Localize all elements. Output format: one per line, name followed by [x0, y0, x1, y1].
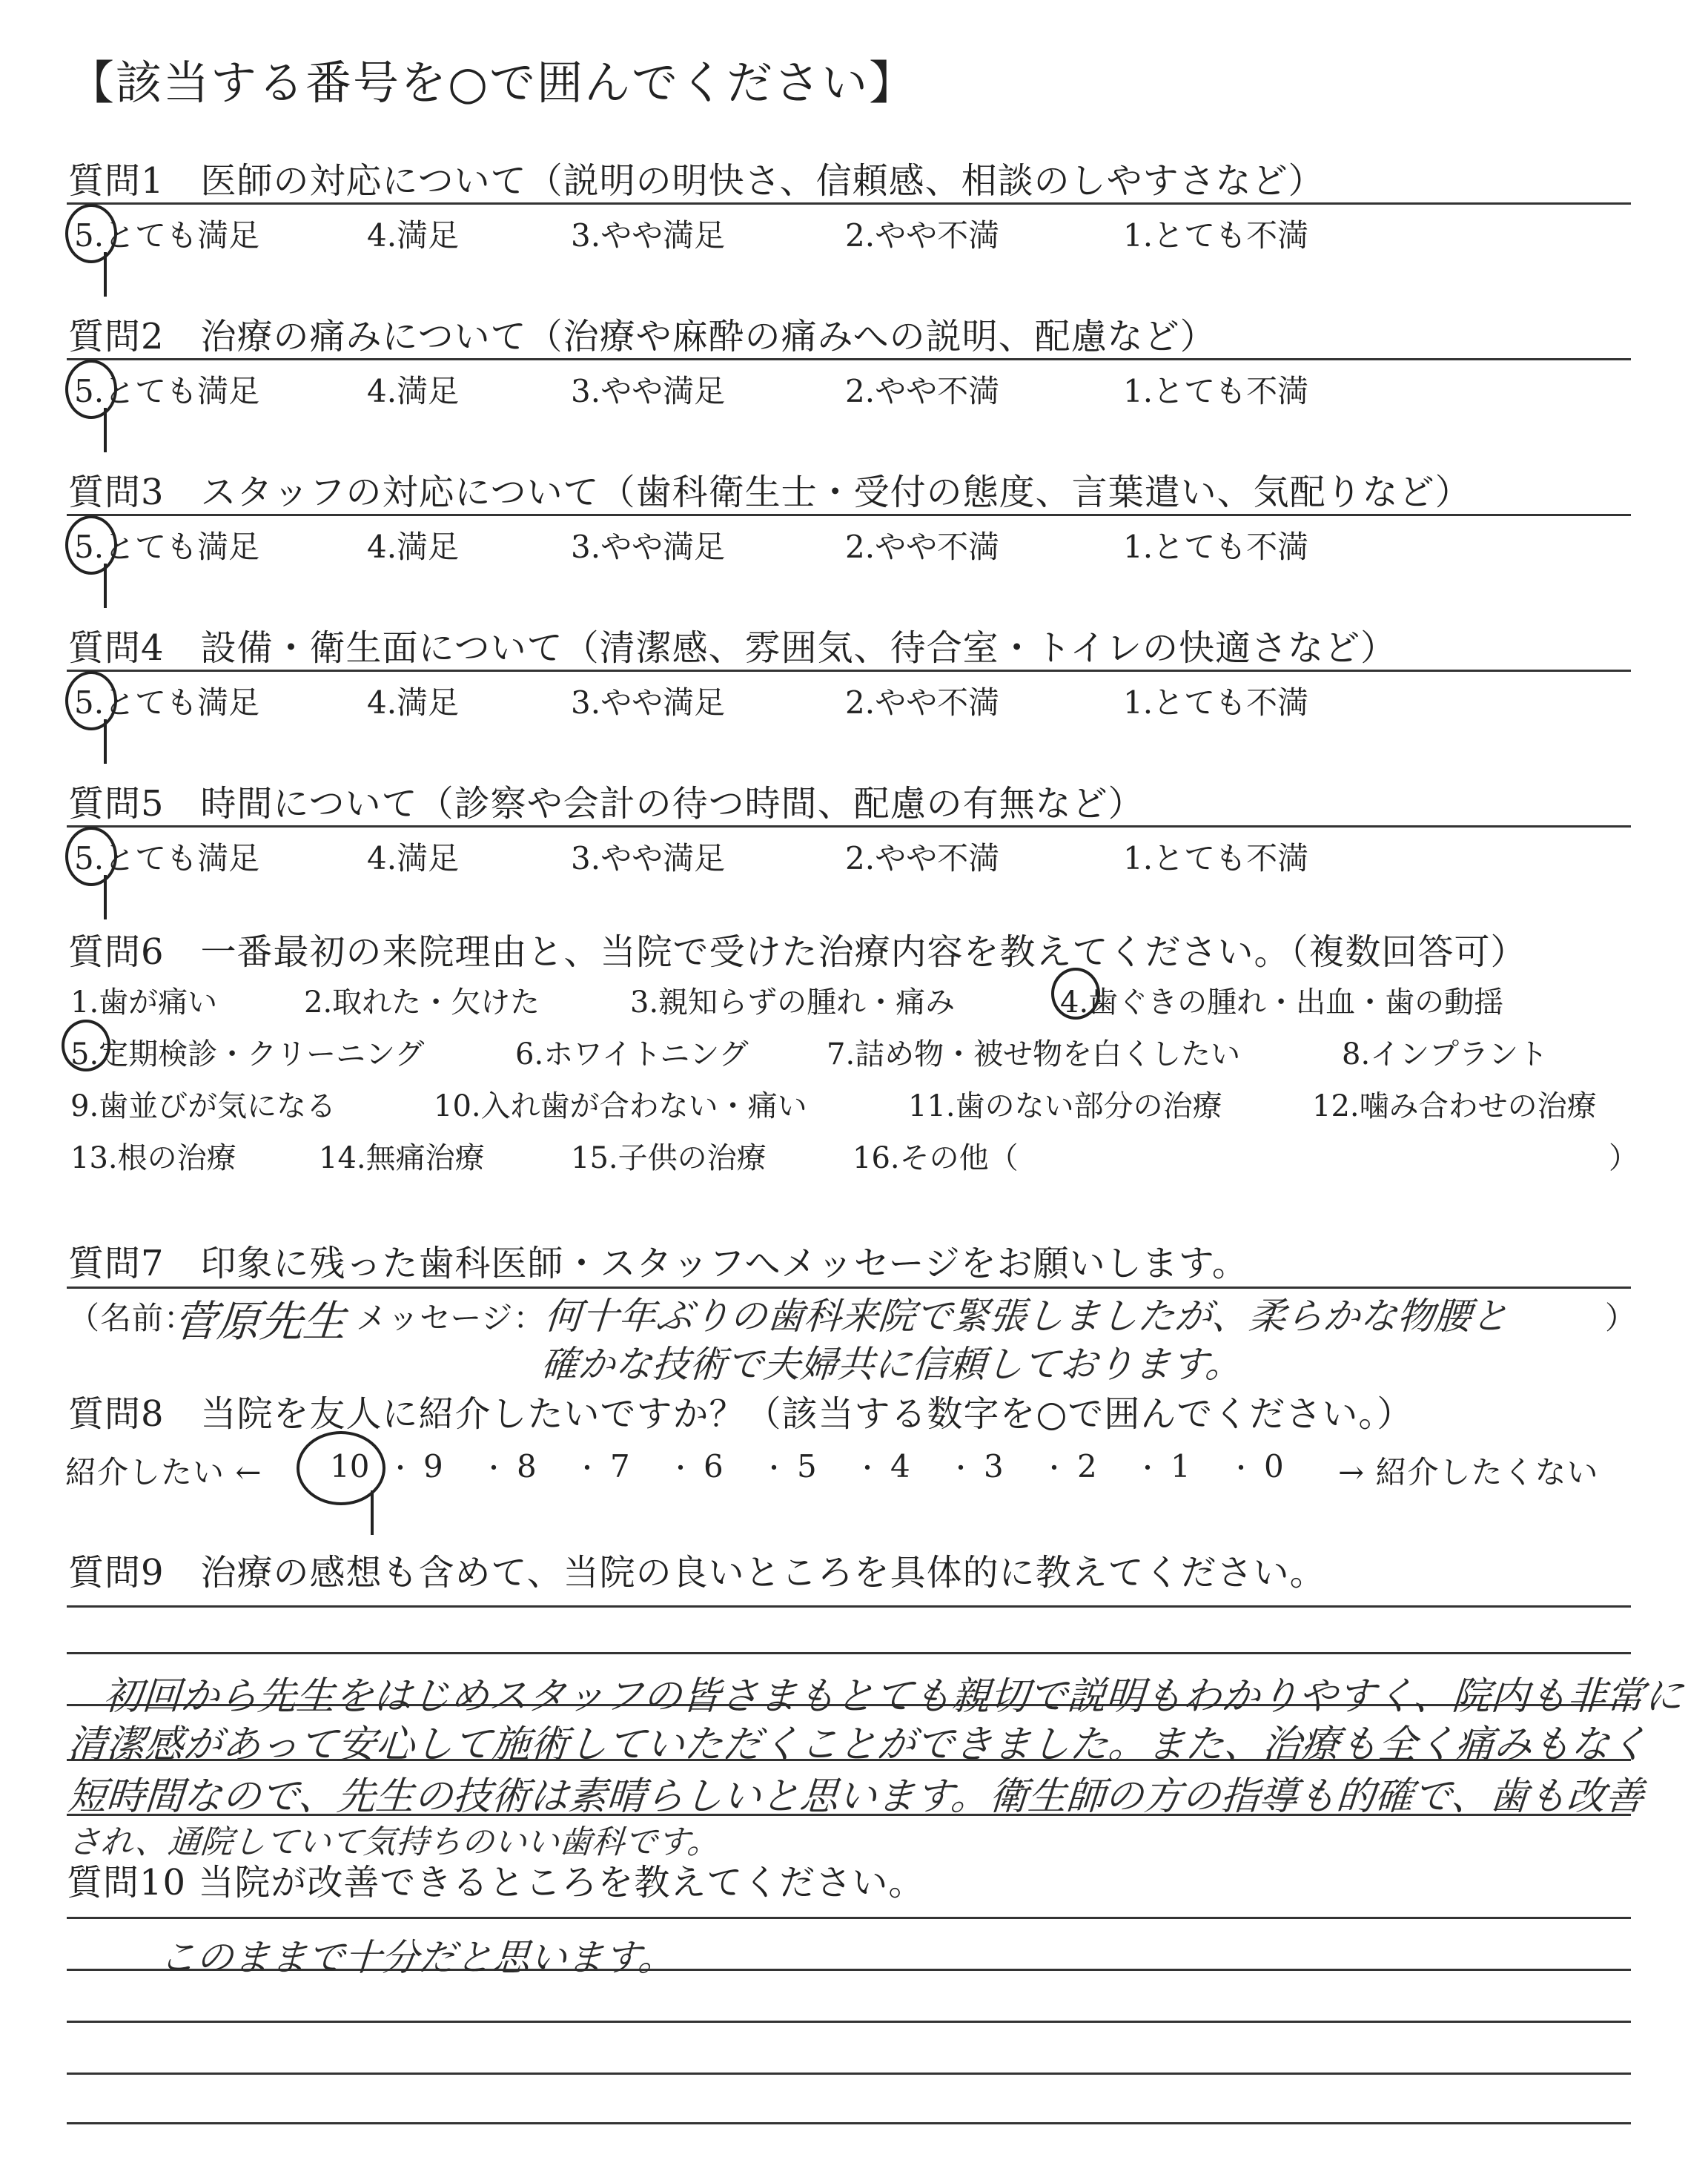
selected-circle-question-3: [65, 515, 117, 575]
q8-separator: ・: [388, 1454, 413, 1484]
q9-rule-2: [67, 1652, 1631, 1654]
q8-label: 質問8 当院を友人に紹介したいですか？（該当する数字を○で囲んでください。）: [68, 1393, 1414, 1435]
selected-circle-question-1: [65, 204, 117, 263]
q10-rule-4: [67, 2073, 1631, 2075]
question-5-option-5[interactable]: 5.とても満足: [74, 840, 260, 876]
q9-answer-line-3: 短時間なので、先生の技術は素晴らしいと思います。衛生師の方の指導も的確で、歯も改善: [66, 1774, 1646, 1819]
q8-separator: ・: [948, 1454, 973, 1484]
q6-selected-circle-4: [1051, 968, 1100, 1020]
question-2-rule: [67, 358, 1631, 360]
q6-option-1-3[interactable]: 3.親知らずの腫れ・痛み: [630, 985, 956, 1020]
question-4-option-3[interactable]: 3.やや満足: [571, 684, 726, 721]
q6-option-4-2[interactable]: 14.無痛治療: [319, 1141, 485, 1175]
q8-scale-10[interactable]: 10: [330, 1448, 370, 1484]
q7-message-line-1: 何十年ぶりの歯科来院で緊張しましたが、柔らかな物腰と: [543, 1295, 1510, 1338]
question-1-option-1[interactable]: 1.とても不満: [1123, 217, 1309, 254]
q8-left-label: 紹介したい ←: [65, 1454, 262, 1490]
q10-rule-3: [67, 2021, 1631, 2023]
question-2-option-1[interactable]: 1.とても不満: [1123, 373, 1309, 409]
q8-scale-2[interactable]: 2: [1077, 1448, 1097, 1484]
q8-separator: ・: [1135, 1454, 1160, 1484]
q7-message-line-2: 確かな技術で夫婦共に信頼しております。: [539, 1343, 1244, 1386]
q8-scale-4[interactable]: 4: [890, 1448, 910, 1484]
q9-label: 質問9 治療の感想も含めて、当院の良いところを具体的に教えてください。: [68, 1552, 1326, 1593]
q6-option-3-4[interactable]: 12.噛み合わせの治療: [1312, 1089, 1597, 1123]
q8-separator: ・: [1042, 1454, 1067, 1484]
q7-label: 質問7 印象に残った歯科医師・スタッフへメッセージをお願いします。: [68, 1243, 1248, 1284]
q6-option-3-3[interactable]: 11.歯のない部分の治療: [908, 1089, 1222, 1123]
q6-option-3-2[interactable]: 10.入れ歯が合わない・痛い: [434, 1089, 807, 1123]
q9-rule-1: [67, 1605, 1631, 1608]
q7-message-prefix: メッセージ：: [356, 1300, 546, 1336]
question-3-option-5[interactable]: 5.とても満足: [74, 529, 260, 565]
q6-selected-circle-5: [62, 1020, 110, 1071]
q6-option-2-2[interactable]: 6.ホワイトニング: [515, 1037, 749, 1071]
q8-scale-1[interactable]: 1: [1171, 1448, 1191, 1484]
q6-option-3-1[interactable]: 9.歯並びが気になる: [70, 1089, 337, 1123]
q8-scale-9[interactable]: 9: [423, 1448, 443, 1484]
q10-answer: このままで十分だと思います。: [157, 1936, 677, 1979]
q9-answer-line-4: され、通院していて気持ちのいい歯科です。: [66, 1823, 721, 1861]
question-1-option-3[interactable]: 3.やや満足: [571, 217, 726, 254]
q8-separator: ・: [855, 1454, 880, 1484]
question-2-option-5[interactable]: 5.とても満足: [74, 373, 260, 409]
q8-scale-6[interactable]: 6: [704, 1448, 724, 1484]
q8-separator: ・: [761, 1454, 787, 1484]
selected-circle-question-4: [65, 671, 117, 730]
question-4-option-5[interactable]: 5.とても満足: [74, 684, 260, 721]
q8-scale-7[interactable]: 7: [610, 1448, 630, 1484]
question-1-option-2[interactable]: 2.やや不満: [845, 217, 1000, 254]
question-4-rule: [67, 670, 1631, 672]
selected-circle-tail-question-4: [104, 719, 107, 764]
q7-name-value: 菅原先生: [172, 1296, 348, 1347]
question-5-option-4[interactable]: 4.満足: [367, 840, 460, 876]
question-5-rule: [67, 825, 1631, 828]
q6-option-4-1[interactable]: 13.根の治療: [70, 1141, 236, 1175]
q8-scale-0[interactable]: 0: [1264, 1448, 1284, 1484]
question-5-option-1[interactable]: 1.とても不満: [1123, 840, 1309, 876]
selected-circle-tail-question-2: [104, 408, 107, 452]
q6-option-2-4[interactable]: 8.インプラント: [1342, 1037, 1549, 1071]
q10-rule-5: [67, 2122, 1631, 2124]
question-3-option-2[interactable]: 2.やや不満: [845, 529, 1000, 565]
q6-option-1-4[interactable]: 4.歯ぐきの腫れ・出血・歯の動揺: [1060, 985, 1504, 1020]
q8-separator: ・: [481, 1454, 506, 1484]
question-4-option-2[interactable]: 2.やや不満: [845, 684, 1000, 721]
q9-answer-line-1: 初回から先生をはじめスタッフの皆さまもとても親切で説明もわかりやすく、院内も非常に: [102, 1674, 1685, 1719]
q8-separator: ・: [1228, 1454, 1254, 1484]
question-2-option-4[interactable]: 4.満足: [367, 373, 460, 409]
q8-right-label: → 紹介したくない: [1338, 1454, 1599, 1490]
question-1-rule: [67, 202, 1631, 205]
question-5-option-2[interactable]: 2.やや不満: [845, 840, 1000, 876]
question-1-label: 質問1 医師の対応について（説明の明快さ、信頼感、相談のしやすさなど）: [68, 160, 1325, 202]
selected-circle-tail-question-1: [104, 252, 107, 297]
question-3-option-4[interactable]: 4.満足: [367, 529, 460, 565]
q7-name-prefix: （名前：: [68, 1300, 196, 1336]
q6-option-4-3[interactable]: 15.子供の治療: [571, 1141, 767, 1175]
question-3-option-3[interactable]: 3.やや満足: [571, 529, 726, 565]
q7-line: [67, 1287, 1631, 1289]
q10-rule-1: [67, 1917, 1631, 1919]
question-3-label: 質問3 スタッフの対応について（歯科衛生士・受付の態度、言葉遣い、気配りなど）: [68, 472, 1472, 513]
q6-option-1-2[interactable]: 2.取れた・欠けた: [304, 985, 540, 1020]
question-1-option-4[interactable]: 4.満足: [367, 217, 460, 254]
question-3-option-1[interactable]: 1.とても不満: [1123, 529, 1309, 565]
question-4-option-4[interactable]: 4.満足: [367, 684, 460, 721]
q8-separator: ・: [668, 1454, 693, 1484]
selected-circle-question-2: [65, 360, 117, 419]
question-4-option-1[interactable]: 1.とても不満: [1123, 684, 1309, 721]
q6-option-2-1[interactable]: 5.定期検診・クリーニング: [70, 1037, 425, 1071]
question-1-option-5[interactable]: 5.とても満足: [74, 217, 260, 254]
question-4-label: 質問4 設備・衛生面について（清潔感、雰囲気、待合室・トイレの快適さなど）: [68, 627, 1397, 669]
q6-option-4-4[interactable]: 16.その他（: [853, 1141, 1019, 1175]
q8-scale-5[interactable]: 5: [797, 1448, 817, 1484]
page-title: 【該当する番号を○で囲んでください】: [68, 56, 917, 110]
q6-label: 質問6 一番最初の来院理由と、当院で受けた治療内容を教えてください。（複数回答可）: [68, 931, 1527, 973]
q8-separator: ・: [575, 1454, 600, 1484]
question-3-rule: [67, 514, 1631, 516]
selected-circle-question-5: [65, 827, 117, 886]
question-2-option-2[interactable]: 2.やや不満: [845, 373, 1000, 409]
q8-selected-circle-tail: [371, 1490, 374, 1535]
selected-circle-tail-question-3: [104, 564, 107, 608]
q9-answer-line-2: 清潔感があって安心して施術していただくことができました。また、治療も全く痛みもなく: [66, 1723, 1650, 1767]
question-2-label: 質問2 治療の痛みについて（治療や麻酔の痛みへの説明、配慮など）: [68, 316, 1217, 357]
q6-option-4-5[interactable]: ）: [1609, 1141, 1638, 1175]
q6-option-1-1[interactable]: 1.歯が痛い: [70, 985, 218, 1020]
question-5-label: 質問5 時間について（診察や会計の待つ時間、配慮の有無など）: [68, 783, 1145, 825]
q6-option-2-3[interactable]: 7.詰め物・被せ物を白くしたい: [827, 1037, 1241, 1071]
selected-circle-tail-question-5: [104, 875, 107, 919]
question-2-option-3[interactable]: 3.やや満足: [571, 373, 726, 409]
q10-label: 質問10 当院が改善できるところを教えてください。: [67, 1862, 925, 1903]
q8-scale-3[interactable]: 3: [984, 1448, 1004, 1484]
q7-close: ）: [1605, 1300, 1638, 1336]
q8-scale-8[interactable]: 8: [517, 1448, 537, 1484]
question-5-option-3[interactable]: 3.やや満足: [571, 840, 726, 876]
